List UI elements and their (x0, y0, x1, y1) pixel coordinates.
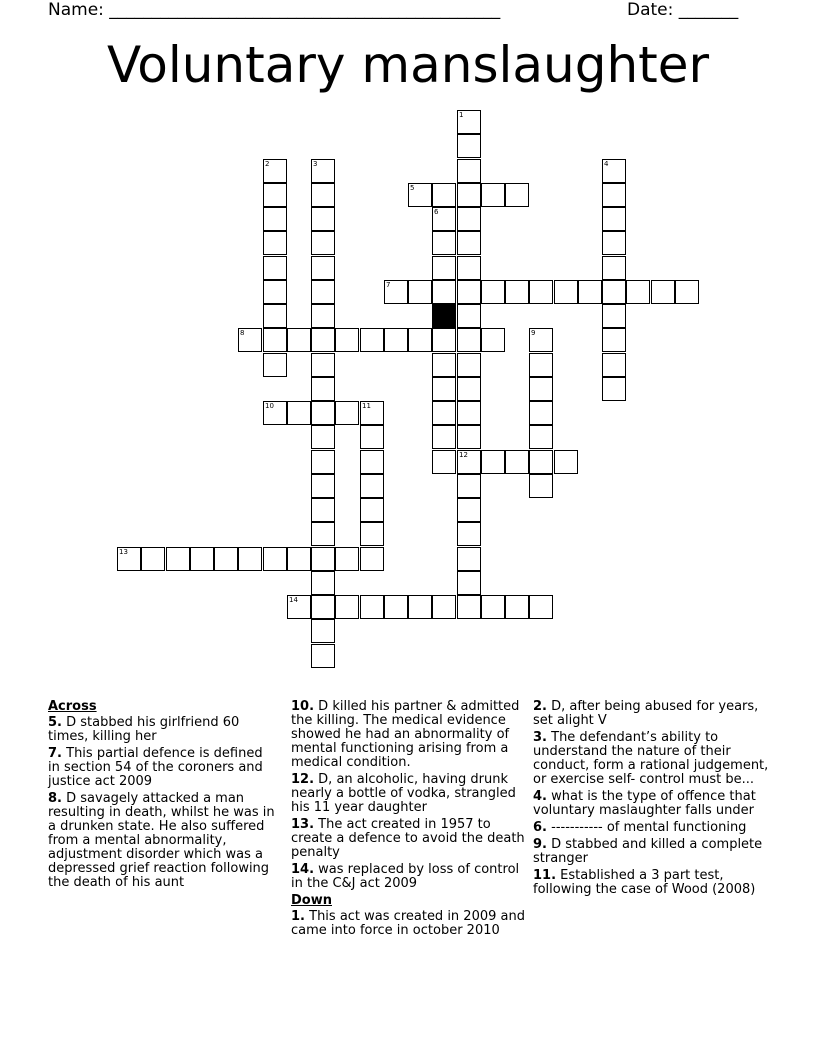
grid-cell[interactable] (602, 280, 626, 304)
clue-across-7: 7. This partial defence is defined in section 54 of the coroners and justice act 2009 (48, 746, 263, 789)
grid-cell[interactable] (602, 377, 626, 401)
clue-number-4: 4 (604, 160, 609, 168)
grid-cell[interactable] (602, 207, 626, 231)
grid-cell[interactable] (311, 522, 335, 546)
grid-cell[interactable] (311, 207, 335, 231)
grid-cell[interactable] (505, 595, 529, 619)
grid-cell[interactable] (311, 280, 335, 304)
grid-cell[interactable] (432, 256, 456, 280)
grid-cell[interactable] (602, 159, 626, 183)
clue-number-5: 5 (410, 184, 415, 192)
grid-cell[interactable] (141, 547, 165, 571)
grid-cell[interactable] (432, 207, 456, 231)
name-field-label: Name: ______________________________________________ (48, 0, 501, 20)
grid-cell[interactable] (360, 498, 384, 522)
grid-cell[interactable] (481, 595, 505, 619)
grid-cell[interactable] (263, 328, 287, 352)
grid-cell[interactable] (481, 450, 505, 474)
grid-cell[interactable] (651, 280, 675, 304)
grid-cell[interactable] (311, 644, 335, 668)
grid-cell[interactable] (457, 110, 481, 134)
grid-cell[interactable] (311, 304, 335, 328)
grid-cell[interactable] (481, 183, 505, 207)
grid-cell[interactable] (311, 159, 335, 183)
grid-cell[interactable] (529, 280, 553, 304)
grid-cell[interactable] (457, 353, 481, 377)
clue-across-13: 13. The act created in 1957 to create a defence to avoid the death penalty (291, 817, 525, 860)
grid-cell[interactable] (166, 547, 190, 571)
grid-cell[interactable] (263, 183, 287, 207)
grid-cell[interactable] (360, 474, 384, 498)
grid-cell[interactable] (408, 328, 432, 352)
grid-cell[interactable] (311, 401, 335, 425)
across-heading: Across (48, 699, 97, 714)
grid-cell[interactable] (675, 280, 699, 304)
grid-cell[interactable] (238, 328, 262, 352)
clue-down-1: 1. This act was created in 2009 and came into force in october 2010 (291, 909, 525, 938)
clues-column-2 (291, 700, 526, 941)
grid-cell[interactable] (457, 474, 481, 498)
grid-cell[interactable] (529, 353, 553, 377)
grid-cell[interactable] (554, 280, 578, 304)
grid-cell[interactable] (263, 256, 287, 280)
grid-cell[interactable] (287, 595, 311, 619)
grid-cell[interactable] (311, 498, 335, 522)
clue-number-11: 11 (362, 402, 371, 410)
grid-cell[interactable] (457, 207, 481, 231)
clue-down-9: 9. D stabbed and killed a complete stranger (533, 837, 763, 866)
grid-cell[interactable] (335, 547, 359, 571)
clues-column-1 (48, 700, 276, 893)
grid-cell[interactable] (263, 159, 287, 183)
clue-number-12: 12 (459, 451, 468, 459)
grid-cell[interactable] (263, 353, 287, 377)
grid-cell[interactable] (578, 280, 602, 304)
grid-cell[interactable] (457, 547, 481, 571)
grid-cell[interactable] (190, 547, 214, 571)
grid-cell[interactable] (384, 280, 408, 304)
grid-cell[interactable] (311, 328, 335, 352)
grid-cell[interactable] (117, 547, 141, 571)
clue-number-1: 1 (459, 111, 464, 119)
clue-number-6: 6 (434, 208, 439, 216)
grid-cell[interactable] (457, 183, 481, 207)
grid-cell[interactable] (263, 280, 287, 304)
grid-cell[interactable] (311, 353, 335, 377)
grid-cell[interactable] (432, 377, 456, 401)
grid-cell[interactable] (311, 183, 335, 207)
grid-cell[interactable] (432, 328, 456, 352)
grid-cell[interactable] (529, 425, 553, 449)
grid-cell[interactable] (457, 304, 481, 328)
clue-down-11: 11. Established a 3 part test, following the case of Wood (2008) (533, 868, 756, 897)
grid-cell[interactable] (311, 425, 335, 449)
clue-down-6: 6. ----------- of mental functioning (533, 820, 747, 835)
clue-number-14: 14 (289, 596, 298, 604)
grid-cell[interactable] (287, 401, 311, 425)
grid-cell[interactable] (554, 450, 578, 474)
grid-cell[interactable] (335, 595, 359, 619)
down-heading: Down (291, 893, 332, 908)
grid-cell[interactable] (311, 450, 335, 474)
grid-cell[interactable] (408, 595, 432, 619)
grid-cell[interactable] (287, 547, 311, 571)
clue-number-13: 13 (119, 548, 128, 556)
grid-cell[interactable] (214, 547, 238, 571)
grid-cell[interactable] (432, 280, 456, 304)
grid-cell[interactable] (457, 522, 481, 546)
grid-cell[interactable] (457, 425, 481, 449)
grid-cell[interactable] (238, 547, 262, 571)
clue-number-7: 7 (386, 281, 391, 289)
grid-cell[interactable] (432, 595, 456, 619)
grid-cell[interactable] (529, 401, 553, 425)
grid-cell[interactable] (432, 183, 456, 207)
grid-cell[interactable] (263, 207, 287, 231)
clue-number-8: 8 (240, 329, 245, 337)
grid-cell[interactable] (457, 328, 481, 352)
grid-cell[interactable] (360, 547, 384, 571)
grid-cell[interactable] (408, 183, 432, 207)
grid-cell[interactable] (432, 231, 456, 255)
grid-cell[interactable] (529, 450, 553, 474)
grid-cell[interactable] (457, 450, 481, 474)
clue-number-3: 3 (313, 160, 318, 168)
clue-across-10: 10. D killed his partner & admitted the killing. The medical evidence showed he had an abnormality of mental functioning arising from a medical condition. (291, 699, 520, 770)
grid-cell[interactable] (602, 304, 626, 328)
grid-cell[interactable] (602, 231, 626, 255)
grid-cell[interactable] (408, 280, 432, 304)
grid-cell[interactable] (457, 256, 481, 280)
grid-cell[interactable] (457, 231, 481, 255)
grid-cell[interactable] (432, 401, 456, 425)
grid-cell[interactable] (335, 401, 359, 425)
clue-number-10: 10 (265, 402, 274, 410)
grid-cell[interactable] (360, 425, 384, 449)
grid-cell[interactable] (457, 401, 481, 425)
grid-cell[interactable] (457, 571, 481, 595)
page-title: Voluntary manslaughter (106, 36, 710, 94)
grid-cell[interactable] (626, 280, 650, 304)
grid-cell[interactable] (529, 595, 553, 619)
grid-cell[interactable] (457, 498, 481, 522)
grid-cell[interactable] (529, 328, 553, 352)
black-cell (432, 304, 456, 328)
clue-down-4: 4. what is the type of offence that voluntary maslaughter falls under (533, 789, 756, 818)
grid-cell[interactable] (384, 595, 408, 619)
grid-cell[interactable] (481, 328, 505, 352)
grid-cell[interactable] (360, 595, 384, 619)
grid-cell[interactable] (457, 280, 481, 304)
grid-cell[interactable] (602, 256, 626, 280)
grid-cell[interactable] (263, 304, 287, 328)
grid-cell[interactable] (529, 474, 553, 498)
grid-cell[interactable] (360, 328, 384, 352)
clue-across-8: 8. D savagely attacked a man resulting in death, whilst he was in a drunken state. He also suffered from a mental abnormality, adjustment disorder which was a depressed grief reaction following the death of his aunt (48, 791, 275, 890)
grid-cell[interactable] (384, 328, 408, 352)
grid-cell[interactable] (505, 450, 529, 474)
grid-cell[interactable] (457, 134, 481, 158)
grid-cell[interactable] (432, 353, 456, 377)
grid-cell[interactable] (311, 595, 335, 619)
grid-cell[interactable] (505, 183, 529, 207)
grid-cell[interactable] (311, 571, 335, 595)
grid-cell[interactable] (311, 547, 335, 571)
clue-across-14: 14. was replaced by loss of control in the C&J act 2009 (291, 862, 520, 891)
clue-across-12: 12. D, an alcoholic, having drunk nearly a bottle of vodka, strangled his 11 year daughter (291, 772, 516, 815)
grid-cell[interactable] (360, 401, 384, 425)
clue-down-2: 2. D, after being abused for years, set alight V (533, 699, 759, 728)
grid-cell[interactable] (311, 619, 335, 643)
grid-cell[interactable] (457, 377, 481, 401)
grid-cell[interactable] (432, 425, 456, 449)
grid-cell[interactable] (263, 231, 287, 255)
clues-column-3 (533, 700, 769, 900)
grid-cell[interactable] (311, 474, 335, 498)
grid-cell[interactable] (602, 328, 626, 352)
grid-cell[interactable] (360, 450, 384, 474)
grid-cell[interactable] (602, 183, 626, 207)
grid-cell[interactable] (311, 231, 335, 255)
grid-cell[interactable] (457, 595, 481, 619)
grid-cell[interactable] (287, 328, 311, 352)
grid-cell[interactable] (335, 328, 359, 352)
clue-number-9: 9 (531, 329, 536, 337)
grid-cell[interactable] (457, 159, 481, 183)
clue-down-3: 3. The defendant’s ability to understand the nature of their conduct, form a rational judgement, or exercise self- control must be... (533, 730, 769, 787)
grid-cell[interactable] (360, 522, 384, 546)
grid-cell[interactable] (529, 377, 553, 401)
grid-cell[interactable] (602, 353, 626, 377)
grid-cell[interactable] (432, 450, 456, 474)
clue-across-5: 5. D stabbed his girlfriend 60 times, killing her (48, 715, 240, 744)
grid-cell[interactable] (311, 256, 335, 280)
grid-cell[interactable] (481, 280, 505, 304)
grid-cell[interactable] (263, 401, 287, 425)
grid-cell[interactable] (311, 377, 335, 401)
date-field-label: Date: _______ (627, 0, 739, 20)
clue-number-2: 2 (265, 160, 270, 168)
grid-cell[interactable] (505, 280, 529, 304)
grid-cell[interactable] (263, 547, 287, 571)
